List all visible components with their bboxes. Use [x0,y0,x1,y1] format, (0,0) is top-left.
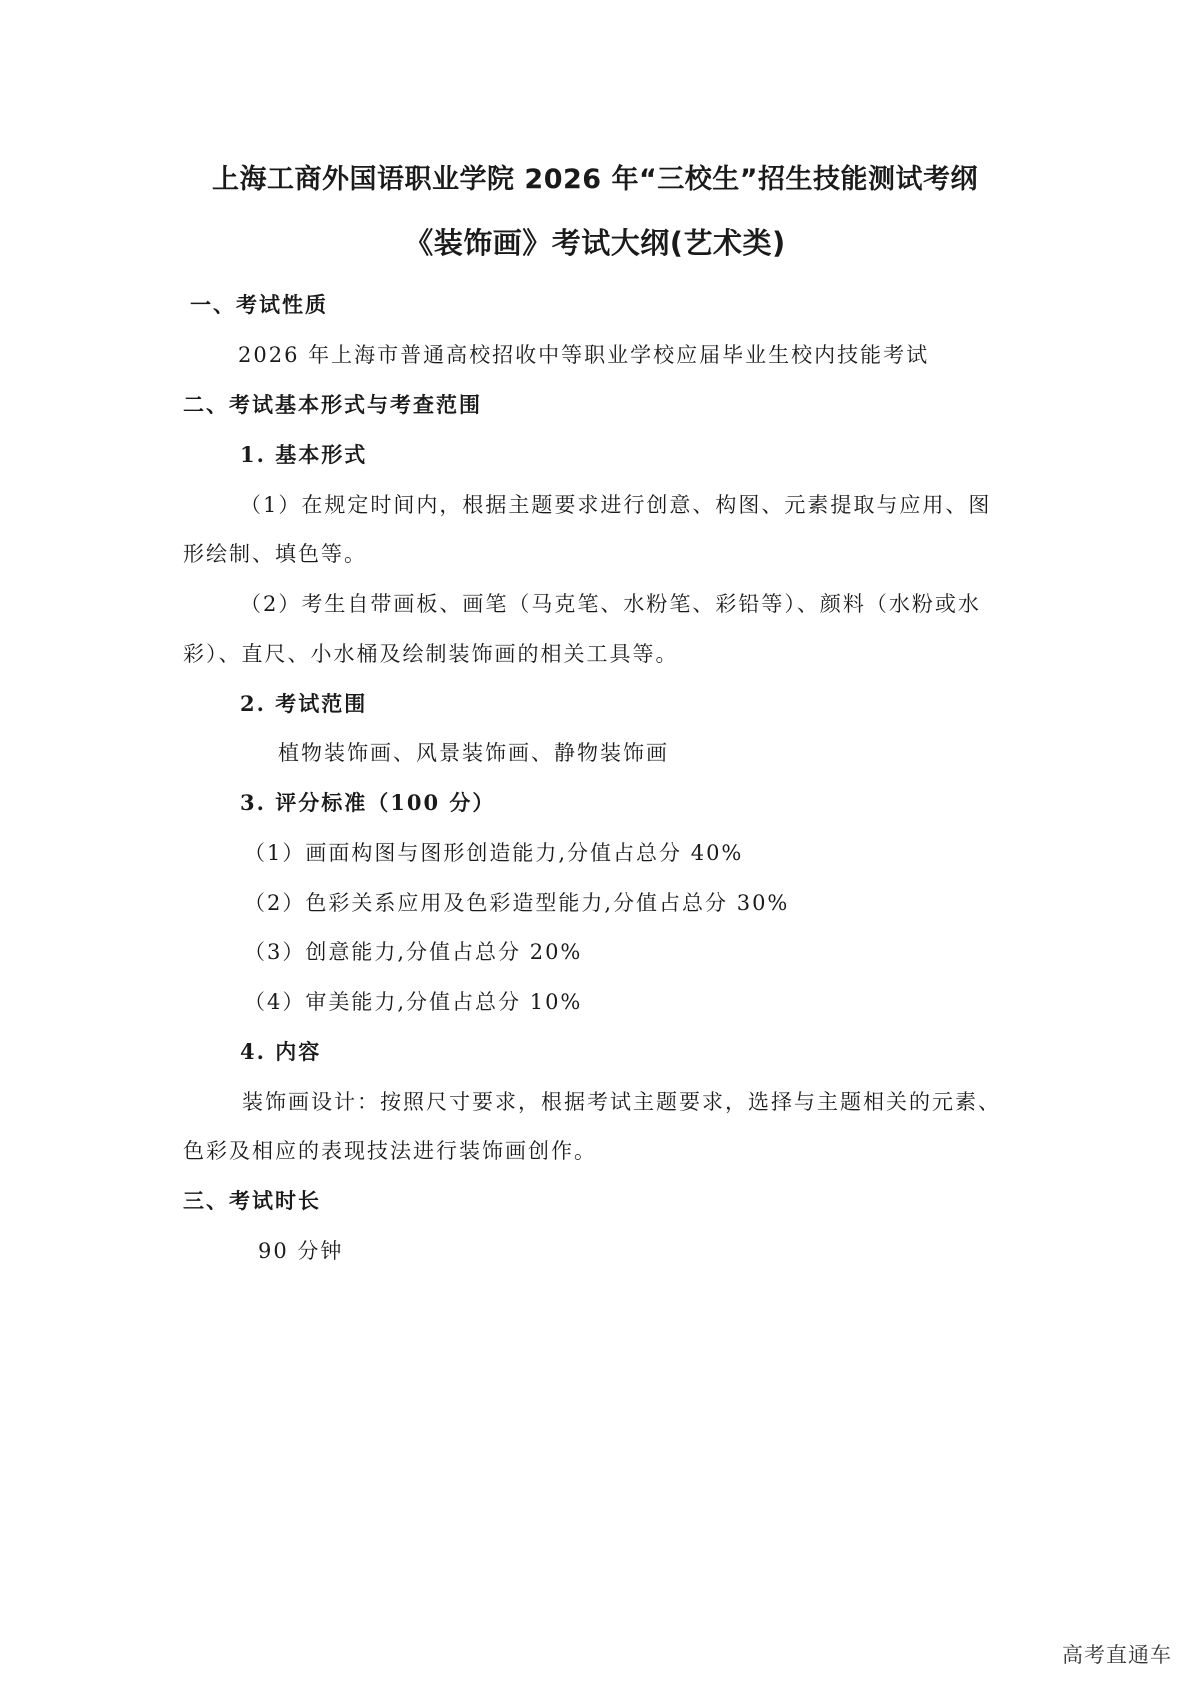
section-heading-exam-nature: 一、考试性质 [190,292,328,317]
list-item: （3）创意能力,分值占总分 20% [244,940,583,964]
section-text-exam-nature: 2026 年上海市普通高校招收中等职业学校应届毕业生校内技能考试 [238,343,930,367]
section-text-exam-duration: 90 分钟 [258,1239,344,1263]
paragraph-line: 彩）、直尺、小水桶及绘制装饰画的相关工具等。 [183,642,679,666]
paragraph-line: 装饰画设计：按照尺寸要求，根据考试主题要求，选择与主题相关的元素、 [242,1090,1001,1114]
paragraph-line: （1）在规定时间内，根据主题要求进行创意、构图、元素提取与应用、图 [240,493,992,517]
document-subtitle: 《装饰画》考试大纲(艺术类) [404,226,786,260]
list-item: （2）色彩关系应用及色彩造型能力,分值占总分 30% [244,891,790,915]
paragraph-line: 植物装饰画、风景装饰画、静物装饰画 [278,741,669,765]
document-title: 上海工商外国语职业学院 2026 年“三校生”招生技能测试考纲 [212,164,978,195]
paragraph-line: 形绘制、填色等。 [183,542,367,566]
paragraph-line: （2）考生自带画板、画笔（马克笔、水粉笔、彩铅等）、颜料（水粉或水 [240,592,981,616]
paragraph-line: 色彩及相应的表现技法进行装饰画创作。 [183,1139,597,1163]
subheading-exam-scope: 2. 考试范围 [240,691,368,716]
section-heading-exam-duration: 三、考试时长 [183,1188,321,1213]
list-item: （4）审美能力,分值占总分 10% [244,990,583,1014]
subheading-content: 4. 内容 [240,1039,322,1064]
subheading-basic-form: 1. 基本形式 [240,442,368,467]
list-item: （1）画面构图与图形创造能力,分值占总分 40% [244,841,744,865]
section-heading-exam-form: 二、考试基本形式与考查范围 [183,392,482,417]
watermark-text: 高考直通车 [1062,1643,1172,1667]
subheading-scoring: 3. 评分标准（100 分） [240,790,496,815]
